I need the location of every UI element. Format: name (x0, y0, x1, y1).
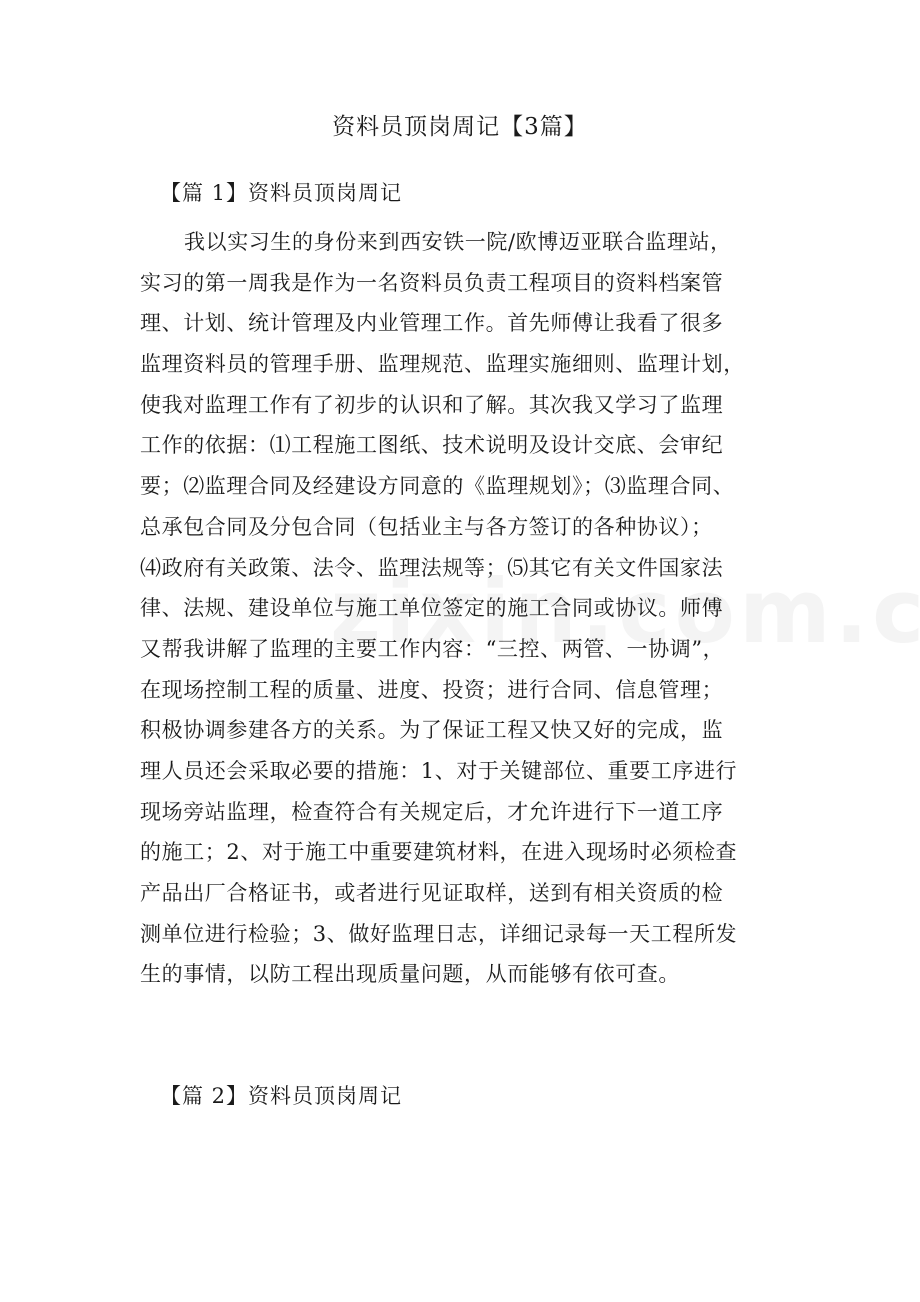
body-line: 要；⑵监理合同及经建设方同意的《监理规划》；⑶监理合同、 (140, 474, 735, 499)
body-line: 测单位进行检验；3、做好监理日志，详细记录每一天工程所发 (140, 921, 738, 946)
section-1-body (140, 222, 790, 995)
body-line: 又帮我讲解了监理的主要工作内容：“三控、两管、一协调”， (140, 636, 725, 661)
body-line: 总承包合同及分包合同（包括业主与各方签订的各种协议）； (140, 514, 713, 539)
section-1-heading: 【篇 1】资料员顶岗周记 (160, 181, 403, 205)
body-line: 现场旁站监理，检查符合有关规定后，才允许进行下一道工序 (140, 799, 724, 824)
body-line: 使我对监理工作有了初步的认识和了解。其次我又学习了监理 (140, 392, 724, 417)
body-line: 生的事情，以防工程出现质量问题，从而能够有依可查。 (140, 962, 680, 987)
body-line: ⑷政府有关政策、法令、监理法规等；⑸其它有关文件国家法 (140, 555, 724, 580)
body-line: 产品出厂合格证书，或者进行见证取样，送到有相关资质的检 (140, 881, 724, 905)
body-line: 积极协调参建各方的关系。为了保证工程又快又好的完成，监 (140, 718, 724, 743)
body-line: 实习的第一周我是作为一名资料员负责工程项目的资料档案管 (140, 270, 724, 295)
body-line: 理、计划、统计管理及内业管理工作。首先师傅让我看了很多 (140, 311, 724, 336)
body-line: 我以实习生的身份来到西安铁一院/欧博迈亚联合监理站， (184, 230, 732, 254)
body-line: 工作的依据：⑴工程施工图纸、技术说明及设计交底、会审纪 (140, 433, 724, 458)
section-2-heading: 【篇 2】资料员顶岗周记 (160, 1084, 403, 1108)
document-title: 资料员顶岗周记【3篇】 (332, 114, 588, 140)
body-line: 理人员还会采取必要的措施：1、对于关键部位、重要工序进行 (140, 758, 738, 783)
body-line: 律、法规、建设单位与施工单位签定的施工合同或协议。师傅 (140, 596, 724, 621)
body-line: 的施工；2、对于施工中重要建筑材料，在进入现场时必须检查 (140, 840, 738, 865)
body-line: 监理资料员的管理手册、监理规范、监理实施细则、监理计划， (140, 352, 745, 377)
body-line: 在现场控制工程的质量、进度、投资；进行合同、信息管理； (140, 677, 724, 702)
